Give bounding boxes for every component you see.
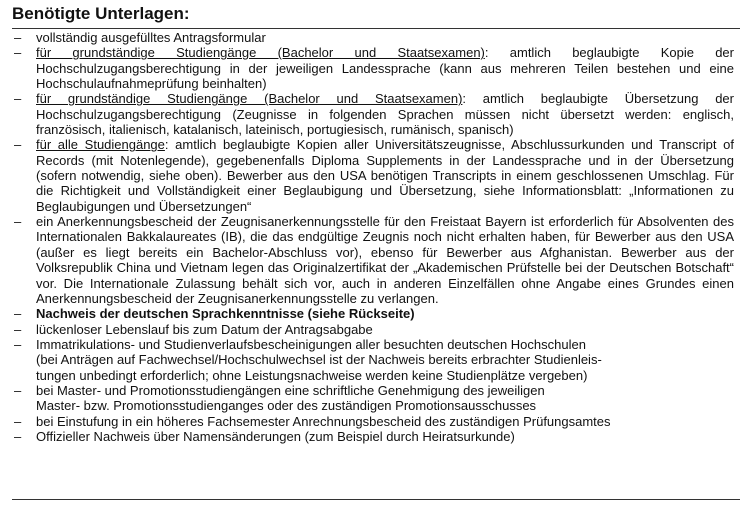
requirements-list [12,30,734,444]
list-item-recognition-notice [12,214,734,306]
page-title: Benötigte Unterlagen: [12,4,190,23]
item-text: lückenloser Lebenslauf bis zum Datum der Antragsabgabe [36,321,373,337]
bottom-divider [12,499,740,500]
dash-bullet: – [14,306,22,322]
item-line: (bei Anträgen auf Fachwechsel/Hochschulwechsel ist der Nachweis bereits erbrachter Studienleis- [36,352,602,368]
item-underlined-text: für grundständige Studiengänge (Bachelor und Staatsexamen) [36,45,485,61]
list-item-application-form [12,30,734,45]
item-text: ein Anerkennungsbescheid der Zeugnisanerkennungsstelle für den Freistaat Bayern ist erforderlich für Absolventen des Internationalen Bakkalaureates (IB), die das endgültige Zeugnis noch nicht erhalten haben, für Bewerber aus den USA (außer es liegt bereits ein Bachelor-Abschluss vor), ebenso für Bewerber aus Afghanistan. Bewerber aus der Volksrepublik China und Vietnam legen das Originalzertifikat der „Akademischen Prüfstelle bei der Deutschen Botschaft“ vor. Die Internationale Zulassung behält sich vor, auch in anderen Einzelfällen ohne Angabe eines Grundes einen Anerkennungsbescheid der Zeugnisanerkennungsstelle zu verlangen. [36,214,734,306]
item-text: : amtlich beglaubigte Übersetzung der Hochschulzugangsberechtigung (Zeugnisse in folgenden Sprachen müssen nicht übersetzt werden: englisch, französisch, italienisch, katalanisch, lateinisch, portugiesisch, rumänisch, spanisch) [36,91,734,138]
dash-bullet: – [14,336,22,352]
list-item-enrollment-certificates [12,337,734,383]
item-text: : amtlich beglaubigte Kopien aller Universitätszeugnisse, Abschlussurkunden und Transcript of Records (mit Notenlegende), gegebenenfalls Diploma Supplements in der Landessprache und in der Übersetzung (sofern notwendig, siehe oben). Bewerber aus den USA benötigen Transcripts in einem geschlossenen Umschlag. Für die Richtigkeit und Vollständigkeit einer Beglaubigung und Übersetzung, siehe Informationsblatt: „Informationen zu Beglaubigungen und Übersetzungen“ [36,137,734,214]
dash-bullet: – [14,428,22,444]
dash-bullet: – [14,137,22,153]
list-item-semester-placement [12,414,734,429]
item-text: bei Einstufung in ein höheres Fachsemester Anrechnungsbescheid des zuständigen Prüfungsamtes [36,413,611,429]
item-line: Immatrikulations- und Studienverlaufsbescheinigungen aller besuchten deutschen Hochschulen [36,336,586,352]
item-line: tungen unbedingt erforderlich; ohne Leistungsnachweise werden keine Studienplätze vergeben) [36,367,588,383]
dash-bullet: – [14,214,22,230]
item-line: Master- bzw. Promotionsstudienganges oder des zuständigen Promotionsausschusses [36,398,537,414]
list-item-language-proof [12,306,734,321]
dash-bullet: – [14,45,22,61]
list-item-master-approval [12,383,734,414]
item-underlined-text: für alle Studiengänge [36,137,165,153]
top-divider [12,28,740,29]
list-item-university-certificates [12,137,734,214]
list-item-entrance-qualification-copy [12,45,734,91]
dash-bullet: – [14,321,22,337]
list-item-name-change-proof [12,429,734,444]
dash-bullet: – [14,382,22,398]
dash-bullet: – [14,413,22,429]
item-text: Offizieller Nachweis über Namensänderungen (zum Beispiel durch Heiratsurkunde) [36,428,515,444]
item-text: vollständig ausgefülltes Antragsformular [36,30,266,45]
list-item-entrance-qualification-translation [12,91,734,137]
item-bold-text: Nachweis der deutschen Sprachkenntnisse (siehe Rückseite) [36,306,415,322]
item-text: : amtlich beglaubigte Kopie der Hochschulzugangsberechtigung in der jeweiligen Landessprache (kann aus mehreren Teilen bestehen und eine Hochschulaufnahmeprüfung beinhalten) [36,45,734,92]
dash-bullet: – [14,30,22,45]
item-line: bei Master- und Promotionsstudiengängen eine schriftliche Genehmigung des jeweiligen [36,382,545,398]
list-item-cv [12,322,734,337]
item-underlined-text: für grundständige Studiengänge (Bachelor und Staatsexamen) [36,91,463,107]
dash-bullet: – [14,91,22,107]
